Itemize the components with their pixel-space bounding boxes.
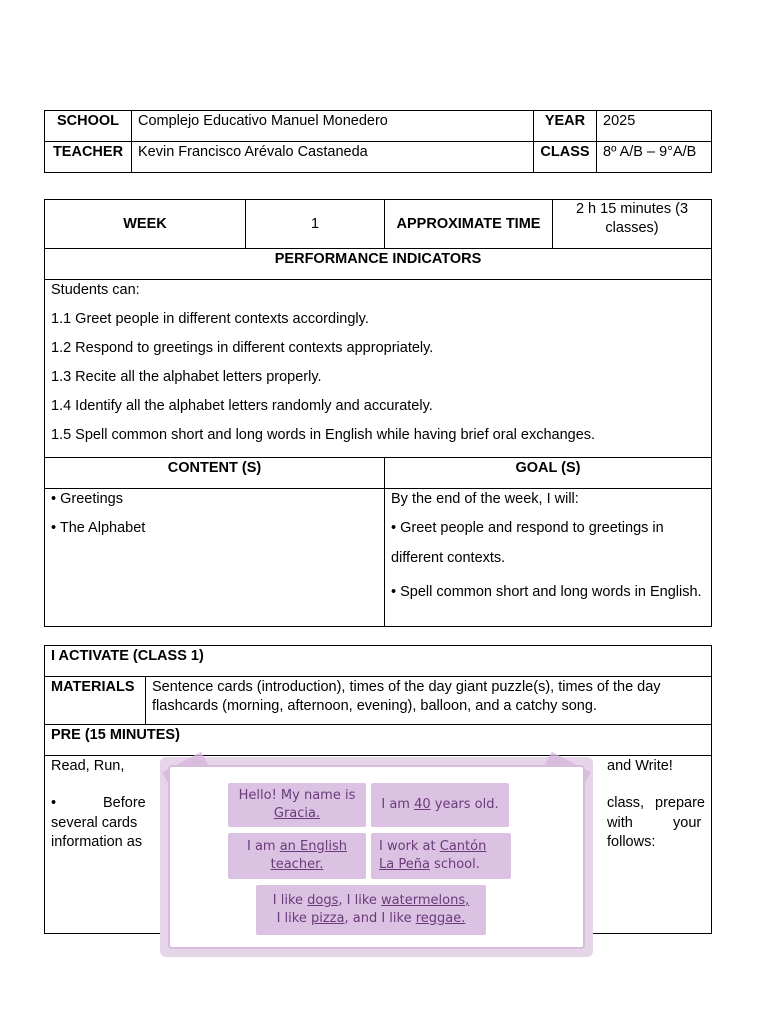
goal-item: • Greet people and respond to greetings in different contexts. bbox=[391, 520, 664, 566]
indicators-title: PERFORMANCE INDICATORS bbox=[45, 249, 712, 280]
card-text: reggae. bbox=[415, 911, 466, 926]
indicators-intro: Students can: bbox=[51, 282, 140, 298]
card-text: years old. bbox=[430, 797, 499, 812]
class-label: CLASS bbox=[534, 142, 597, 173]
card-text: I work at bbox=[379, 839, 440, 854]
pre-right-line: and Write! bbox=[607, 758, 673, 774]
indicator-item: 1.1 Greet people in different contexts accordingly. bbox=[51, 311, 369, 327]
time-value: 2 h 15 minutes (3 classes) bbox=[553, 200, 712, 249]
materials-value: Sentence cards (introduction), times of the day giant puzzle(s), times of the day flashcards (morning, afternoon, evening), balloon, and a catchy song. bbox=[146, 677, 712, 725]
content-item: • Greetings bbox=[51, 491, 123, 507]
school-label: SCHOOL bbox=[45, 111, 132, 142]
content-cell bbox=[45, 489, 385, 627]
teacher-value: Kevin Francisco Arévalo Castaneda bbox=[132, 142, 534, 173]
pre-right-line: follows: bbox=[607, 834, 656, 850]
card-text: an English bbox=[279, 839, 347, 854]
sentence-card bbox=[256, 885, 486, 935]
sentence-card bbox=[228, 783, 366, 827]
card-text: Gracia. bbox=[273, 806, 321, 821]
pre-right-word: your bbox=[673, 815, 702, 831]
card-text: La Peña bbox=[379, 857, 430, 872]
indicator-item: 1.3 Recite all the alphabet letters properly. bbox=[51, 369, 322, 385]
card-board bbox=[168, 765, 585, 949]
year-value: 2025 bbox=[597, 111, 712, 142]
card-text: Hello! My name is bbox=[238, 788, 356, 803]
card-text: , and I like bbox=[344, 911, 416, 926]
sentence-card bbox=[371, 833, 511, 879]
card-text: Cantón bbox=[439, 839, 487, 854]
pre-left-word: Before bbox=[103, 795, 146, 811]
pre-right-word: with bbox=[607, 815, 633, 831]
pre-label: PRE (15 MINUTES) bbox=[45, 725, 712, 756]
goal-label: GOAL (S) bbox=[385, 458, 712, 489]
goal-cell bbox=[385, 489, 712, 627]
materials-label: MATERIALS bbox=[45, 677, 146, 725]
week-label: WEEK bbox=[45, 200, 246, 249]
sentence-cards-image bbox=[160, 757, 593, 957]
card-text: 40 bbox=[414, 797, 431, 812]
pre-right-word: class, bbox=[607, 795, 645, 811]
teacher-label: TEACHER bbox=[45, 142, 132, 173]
sentence-card bbox=[228, 833, 366, 879]
card-text: I am bbox=[381, 797, 415, 812]
content-item: • The Alphabet bbox=[51, 520, 146, 536]
card-text: school. bbox=[429, 857, 480, 872]
goal-item: • Spell common short and long words in English. bbox=[391, 584, 702, 600]
card-text: , I like bbox=[338, 893, 382, 908]
school-value: Complejo Educativo Manuel Monedero bbox=[132, 111, 534, 142]
indicator-item: 1.5 Spell common short and long words in English while having brief oral exchanges. bbox=[51, 427, 596, 443]
card-text: I like bbox=[272, 893, 308, 908]
pre-left-line: several cards bbox=[51, 815, 138, 831]
indicator-item: 1.4 Identify all the alphabet letters randomly and accurately. bbox=[51, 398, 433, 414]
card-text: I am bbox=[246, 839, 280, 854]
card-text: teacher. bbox=[270, 857, 324, 872]
card-text: pizza bbox=[310, 911, 345, 926]
pre-left-bullet: • bbox=[51, 795, 57, 811]
class-value: 8º A/B – 9°A/B bbox=[597, 142, 712, 173]
indicator-item: 1.2 Respond to greetings in different contexts appropriately. bbox=[51, 340, 434, 356]
goal-intro: By the end of the week, I will: bbox=[391, 491, 579, 507]
sentence-card bbox=[371, 783, 509, 827]
time-label: APPROXIMATE TIME bbox=[385, 200, 553, 249]
activate-title: I ACTIVATE (CLASS 1) bbox=[45, 646, 712, 677]
planning-table bbox=[44, 199, 712, 627]
content-label: CONTENT (S) bbox=[45, 458, 385, 489]
card-text: watermelons, bbox=[381, 893, 470, 908]
week-value: 1 bbox=[246, 200, 385, 249]
pre-left-line: Read, Run, bbox=[51, 758, 125, 774]
pre-left-line: information as bbox=[51, 834, 143, 850]
pre-right-word: prepare bbox=[655, 795, 705, 811]
header-table bbox=[44, 110, 712, 173]
card-text: I like bbox=[276, 911, 311, 926]
indicators-cell bbox=[45, 280, 712, 458]
card-text: dogs bbox=[307, 893, 339, 908]
year-label: YEAR bbox=[534, 111, 597, 142]
